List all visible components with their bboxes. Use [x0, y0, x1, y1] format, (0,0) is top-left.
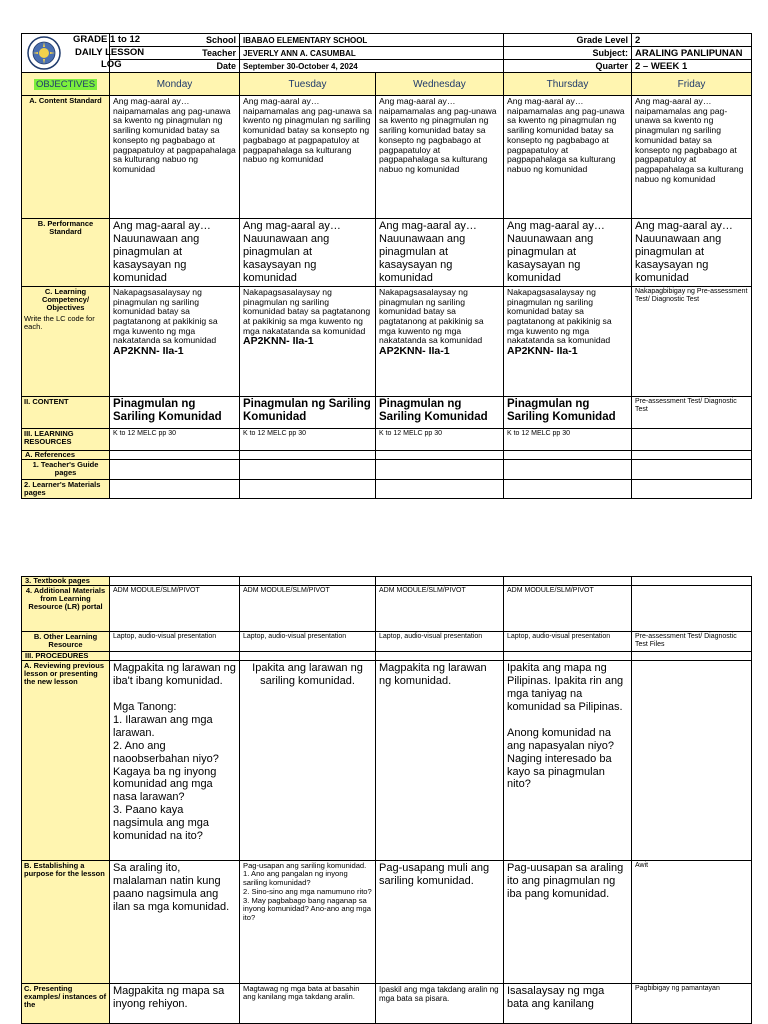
blank-cell	[240, 577, 376, 586]
grade-level-label: Grade Level	[504, 34, 632, 47]
resources-label: III. LEARNING RESOURCES	[22, 428, 110, 450]
blank-cell	[240, 450, 376, 459]
content-standard-tuesday: Ang mag-aaral ay… naipamamalas ang pag-unawa sa kwento ng pinagmulan ng sariling komunidad batay sa konsepto ng pagbabago at pagpapatuloy at pagpapahalaga sa kulturang nabuo ng komunidad	[240, 96, 376, 219]
reviewing-monday: Magpakita ng larawan ng iba't ibang komunidad. Mga Tanong: 1. Ilarawan ang mga larawan. 2. Ano ang naoobserbahan niyo? Kagaya ba ng inyong komunidad ang mga nasa larawan? 3. Paano kaya nagsimula ang mga komunidad na ito?	[110, 660, 240, 860]
school-value: IBABAO ELEMENTARY SCHOOL	[240, 34, 504, 47]
blank-cell	[240, 479, 376, 498]
content-label: II. CONTENT	[22, 396, 110, 428]
blank-cell	[110, 577, 240, 586]
title-line3: LOG	[101, 59, 122, 70]
other-resources-friday: Pre-assessment Test/ Diagnostic Test Files	[632, 631, 752, 651]
blank-cell	[376, 479, 504, 498]
objectives-header	[22, 73, 110, 96]
title-line2: DAILY LESSON	[75, 47, 145, 58]
competency-label-cell	[22, 286, 110, 396]
content-thursday: Pinagmulan ng Sariling Komunidad	[504, 396, 632, 428]
reviewing-wednesday: Magpakita ng larawan ng komunidad.	[376, 660, 504, 860]
teachers-guide-label: 1. Teacher's Guide pages	[22, 459, 110, 479]
reviewing-thursday: Ipakita ang mapa ng Pilipinas. Ipakita rin ang mga taniyag na komunidad sa Pilipinas. Anong komunidad na ang napasyalan niyo? Naging interesado ba kayo sa pinagmulan nito?	[504, 660, 632, 860]
lc-code: AP2KNN- IIa-1	[243, 335, 314, 348]
reviewing-tuesday: Ipakita ang larawan ng sariling komunidad.	[240, 660, 376, 860]
performance-standard-monday: Ang mag-aaral ay… Nauunawaan ang pinagmulan at kasaysayan ng komunidad	[110, 219, 240, 287]
content-standard-label: A. Content Standard	[22, 96, 110, 219]
establishing-monday: Sa araling ito, malalaman natin kung paano nagsimula ang ilan sa mga komunidad.	[110, 860, 240, 983]
additional-monday: ADM MODULE/SLM/PIVOT	[110, 585, 240, 631]
performance-standard-label: B. Performance Standard	[22, 219, 110, 287]
lc-code: AP2KNN- IIa-1	[113, 345, 184, 358]
establishing-thursday: Pag-uusapan sa araling ito ang pinagmulan ng iba pang komunidad.	[504, 860, 632, 983]
additional-materials-label: 4. Additional Materials from Learning Resource (LR) portal	[22, 585, 110, 631]
deped-seal-icon	[27, 36, 61, 70]
resources-monday: K to 12 MELC pp 30	[110, 428, 240, 450]
presenting-thursday: Isasalaysay ng mga bata ang kanilang	[504, 983, 632, 1023]
competency-friday: Nakapagbibigay ng Pre-assessment Test/ Diagnostic Test	[632, 286, 752, 396]
blank-cell	[376, 459, 504, 479]
blank-cell	[504, 450, 632, 459]
establishing-label: B. Establishing a purpose for the lesson	[22, 860, 110, 983]
other-resources-monday: Laptop, audio-visual presentation	[110, 631, 240, 651]
day-friday: Friday	[632, 73, 752, 96]
blank-cell	[110, 651, 240, 660]
competency-label: C. Learning Competency/ Objectives	[41, 286, 90, 312]
presenting-wednesday: Ipaskil ang mga takdang aralin ng mga bata sa pisara.	[376, 983, 504, 1023]
reviewing-label: A. Reviewing previous lesson or presenting the new lesson	[22, 660, 110, 860]
blank-cell	[504, 651, 632, 660]
teacher-value: JEVERLY ANN A. CASUMBAL	[240, 47, 504, 60]
content-standard-monday: Ang mag-aaral ay… naipamamalas ang pag-unawa sa kwento ng pinagmulan ng sariling komunidad batay sa konsepto ng pagbabago at pagpapatuloy at pagpapahalaga sa kulturang nabuo ng komunidad	[110, 96, 240, 219]
blank-cell	[632, 651, 752, 660]
teacher-label: Teacher	[110, 47, 240, 60]
blank-cell	[376, 651, 504, 660]
day-wednesday: Wednesday	[376, 73, 504, 96]
blank-cell	[504, 479, 632, 498]
blank-cell	[376, 450, 504, 459]
blank-cell	[504, 577, 632, 586]
presenting-tuesday: Magtawag ng mga bata at basahin ang kanilang mga takdang aralin.	[240, 983, 376, 1023]
blank-cell	[376, 577, 504, 586]
blank-cell	[632, 479, 752, 498]
references-label: A. References	[22, 450, 110, 459]
additional-tuesday: ADM MODULE/SLM/PIVOT	[240, 585, 376, 631]
blank-cell	[632, 450, 752, 459]
establishing-tuesday: Pag-usapan ang sariling komunidad. 1. Ano ang pangalan ng inyong sariling komunidad? 2. Sino-sino ang mga namumuno rito? 3. May pagbabago bang naganap sa inyong komunidad? Ano-ano ang mga ito?	[240, 860, 376, 983]
blank-cell	[240, 459, 376, 479]
grade-level-value: 2	[632, 34, 752, 47]
content-standard-wednesday: Ang mag-aaral ay… naipamamalas ang pag-unawa sa kwento ng pinagmulan ng sariling komunidad batay sa konsepto ng pagbabago at pagpapatuloy at pagpapahalaga sa kulturang nabuo ng komunidad	[376, 96, 504, 219]
performance-standard-friday: Ang mag-aaral ay… Nauunawaan ang pinagmulan at kasaysayan ng komunidad	[632, 219, 752, 287]
other-resources-label: B. Other Learning Resource	[22, 631, 110, 651]
quarter-label: Quarter	[504, 60, 632, 73]
resources-friday	[632, 428, 752, 450]
resources-wednesday: K to 12 MELC pp 30	[376, 428, 504, 450]
presenting-friday: Pagbibigay ng pamantayan	[632, 983, 752, 1023]
lc-code: AP2KNN- IIa-1	[379, 345, 450, 358]
competency-note: Write the LC code for each.	[24, 314, 95, 332]
lc-code: AP2KNN- IIa-1	[507, 345, 578, 358]
additional-friday	[632, 585, 752, 631]
blank-cell	[632, 459, 752, 479]
subject-label: Subject:	[504, 47, 632, 60]
presenting-monday: Magpakita ng mapa sa inyong rehiyon.	[110, 983, 240, 1023]
blank-cell	[632, 577, 752, 586]
resources-tuesday: K to 12 MELC pp 30	[240, 428, 376, 450]
content-tuesday: Pinagmulan ng Sariling Komunidad	[240, 396, 376, 428]
day-tuesday: Tuesday	[240, 73, 376, 96]
school-label: School	[110, 34, 240, 47]
competency-wednesday: Nakapagsasalaysay ng pinagmulan ng sariling komunidad batay sa pagtatanong at pakikinig sa mga kuwento ng mga nakatatanda sa komunidad AP2KNN- IIa-1	[376, 286, 504, 396]
content-wednesday: Pinagmulan ng Sariling Komunidad	[376, 396, 504, 428]
content-friday: Pre-assessment Test/ Diagnostic Test	[632, 396, 752, 428]
content-standard-thursday: Ang mag-aaral ay… naipamamalas ang pag-unawa sa kwento ng pinagmulan ng sariling komunidad batay sa konsepto ng pagbabago at pagpapatuloy at pagpapahalaga sa kulturang nabuo ng komunidad	[504, 96, 632, 219]
textbook-label: 3. Textbook pages	[22, 577, 110, 586]
other-resources-tuesday: Laptop, audio-visual presentation	[240, 631, 376, 651]
blank-cell	[110, 459, 240, 479]
establishing-wednesday: Pag-usapang muli ang sariling komunidad.	[376, 860, 504, 983]
content-monday: Pinagmulan ng Sariling Komunidad	[110, 396, 240, 428]
performance-standard-wednesday: Ang mag-aaral ay… Nauunawaan ang pinagmulan at kasaysayan ng komunidad	[376, 219, 504, 287]
dll-page-1	[21, 33, 752, 499]
competency-thursday: Nakapagsasalaysay ng pinagmulan ng sariling komunidad batay sa pagtatanong at pakikinig sa mga kuwento ng mga nakatatanda sa komunidad AP2KNN- IIa-1	[504, 286, 632, 396]
title-line1: GRADE 1 to 12	[73, 34, 141, 45]
blank-cell	[110, 479, 240, 498]
competency-tuesday: Nakapagsasalaysay ng pinagmulan ng sariling komunidad batay sa pagtatanong at pakikinig sa mga kuwento ng mga nakatatanda sa komunidad AP2KNN- IIa-1	[240, 286, 376, 396]
blank-cell	[240, 651, 376, 660]
content-standard-friday: Ang mag-aaral ay… naipamamalas ang pag-unawa sa kwento ng pinagmulan ng sariling komunidad batay sa konsepto ng pagbabago at pagpapatuloy at pagpapahalaga sa kulturang nabuo ng komunidad	[632, 96, 752, 219]
additional-wednesday: ADM MODULE/SLM/PIVOT	[376, 585, 504, 631]
other-resources-wednesday: Laptop, audio-visual presentation	[376, 631, 504, 651]
quarter-value: 2 – WEEK 1	[632, 60, 752, 73]
additional-thursday: ADM MODULE/SLM/PIVOT	[504, 585, 632, 631]
dll-page-2	[21, 576, 752, 1024]
competency-monday: Nakapagsasalaysay ng pinagmulan ng sariling komunidad batay sa pagtatanong at pakikinig sa mga kuwento ng mga nakatatanda sa komunidad AP2KNN- IIa-1	[110, 286, 240, 396]
deped-seal	[22, 34, 145, 73]
performance-standard-thursday: Ang mag-aaral ay… Nauunawaan ang pinagmulan at kasaysayan ng komunidad	[504, 219, 632, 287]
day-monday: Monday	[110, 73, 240, 96]
blank-cell	[110, 450, 240, 459]
day-thursday: Thursday	[504, 73, 632, 96]
reviewing-friday	[632, 660, 752, 860]
performance-standard-tuesday: Ang mag-aaral ay… Nauunawaan ang pinagmulan at kasaysayan ng komunidad	[240, 219, 376, 287]
date-label: Date	[110, 60, 240, 73]
date-value: September 30-October 4, 2024	[240, 60, 504, 73]
procedures-label: III. PROCEDURES	[22, 651, 110, 660]
subject-value: ARALING PANLIPUNAN	[632, 47, 752, 60]
other-resources-thursday: Laptop, audio-visual presentation	[504, 631, 632, 651]
learners-materials-label: 2. Learner's Materials pages	[22, 479, 110, 498]
objectives-label: OBJECTIVES	[35, 78, 96, 90]
blank-cell	[504, 459, 632, 479]
establishing-friday: Awit	[632, 860, 752, 983]
presenting-label: C. Presenting examples/ instances of the	[22, 983, 110, 1023]
resources-thursday: K to 12 MELC pp 30	[504, 428, 632, 450]
